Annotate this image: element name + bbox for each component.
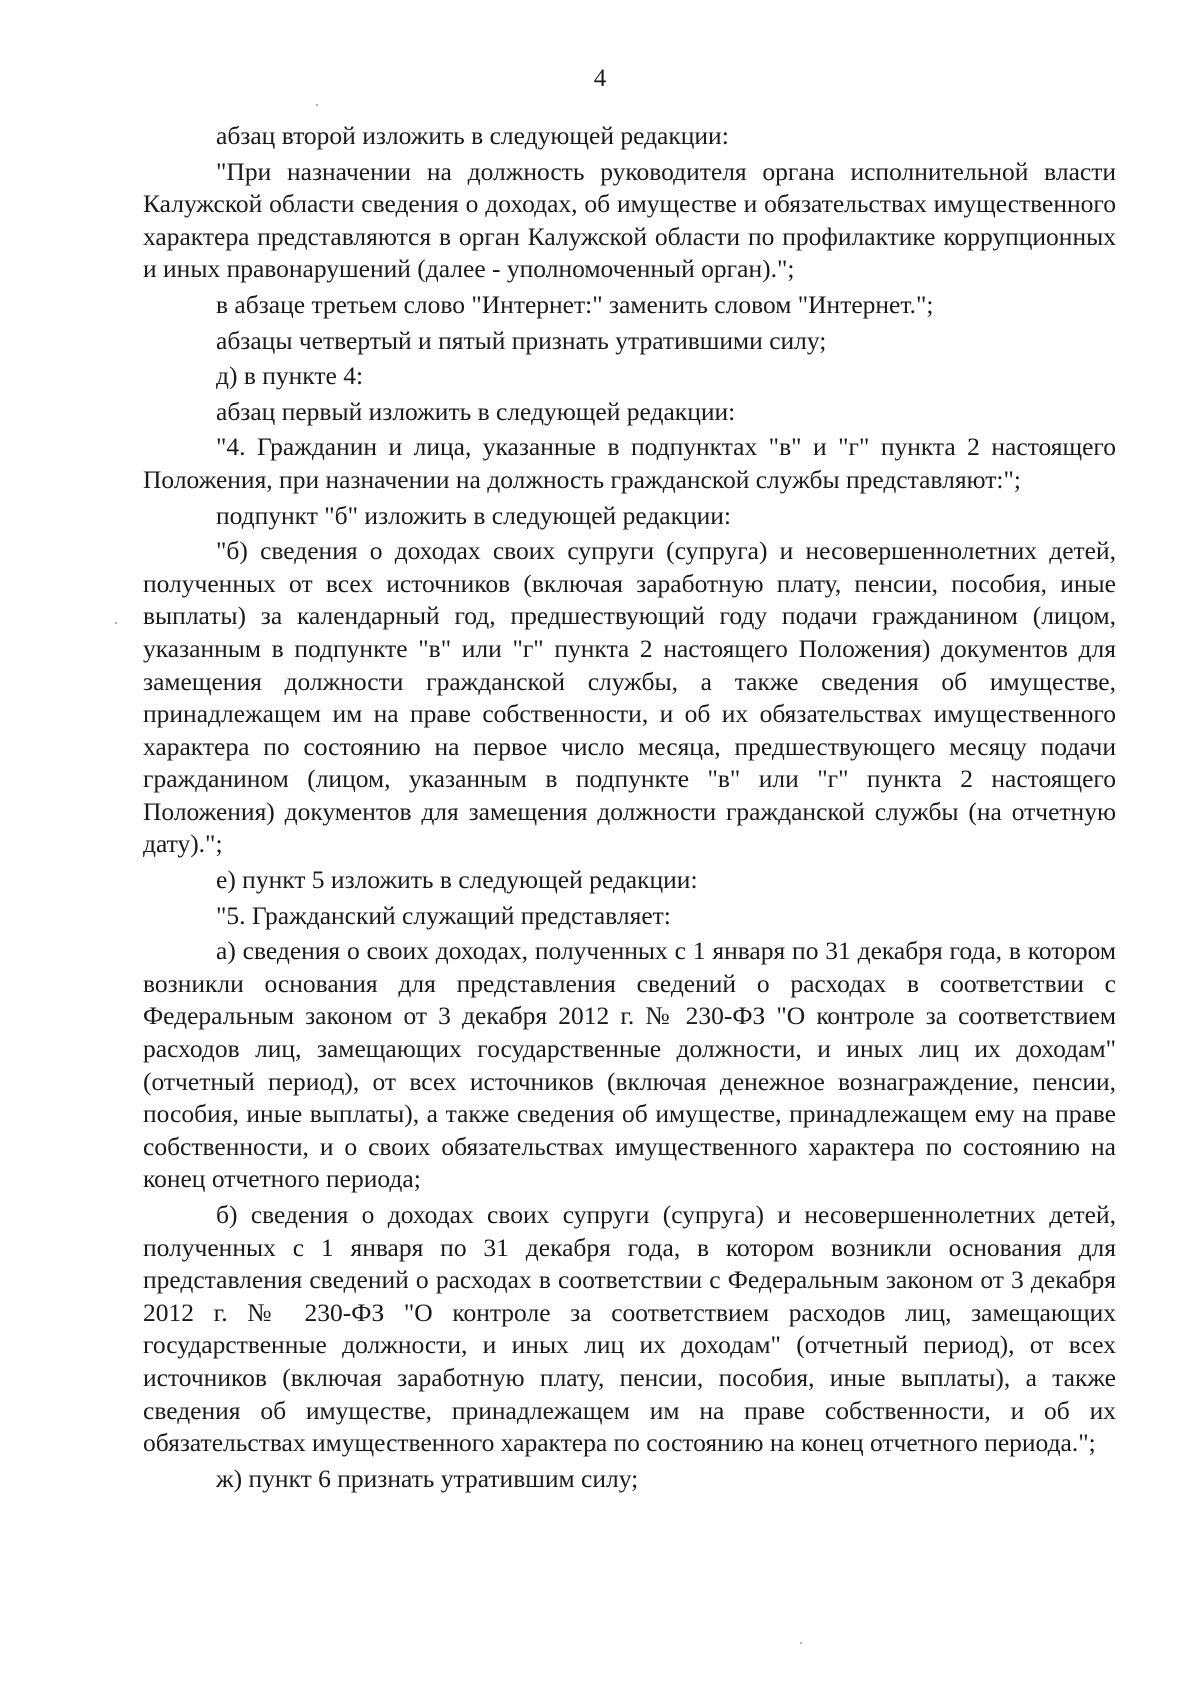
paragraph: а) сведения о своих доходах, полученных с 1 января по 31 декабря года, в котором возникли основания для представления сведений о расходах в соответствии с Федеральным законом от 3 декабря 2012 г. № 230-ФЗ "О контроле за соответствием расходов лиц, замещающих государственные должности, и иных лиц их доходам" (отчетный период), от всех источников (включая денежное вознаграждение, пенсии, пособия, иные выплаты), а также сведения об имуществе, принадлежащем ему на праве собственности, и о своих обязательствах имущественного характера по состоянию на конец отчетного периода; [143,936,1116,1194]
scan-speck [800,1642,802,1644]
paragraph: подпункт "б" изложить в следующей редакции: [216,500,732,530]
document-body [143,120,1116,1495]
paragraph: "5. Гражданский служащий представляет: [216,900,671,930]
scan-speck [115,622,117,624]
paragraph: е) пункт 5 изложить в следующей редакции: [216,865,698,895]
scan-speck [316,104,318,106]
paragraph: "При назначении на должность руководителя органа исполнительной власти Калужской области сведения о доходах, об имуществе и обязательствах имущественного характера представляются в орган Калужской области по профилактике коррупционных и иных правонарушений (далее - уполномоченный орган)."; [143,156,1116,284]
paragraph: ж) пункт 6 признать утратившим силу; [216,1463,639,1493]
page-number: 4 [593,65,607,92]
paragraph: б) сведения о доходах своих супруги (супруга) и несовершеннолетних детей, полученных с 1 января по 31 декабря года, в котором возникли основания для представления сведений о расходах в соответствии с Федеральным законом от 3 декабря 2012 г. № 230-ФЗ "О контроле за соответствием расходов лиц, замещающих государственные должности, и иных лиц их доходам" (отчетный период), от всех источников (включая заработную плату, пенсии, пособия, иные выплаты), а также сведения об имуществе, принадлежащем им на праве собственности, и об их обязательствах имущественного характера по состоянию на конец отчетного периода."; [143,1200,1116,1458]
paragraph: д) в пункте 4: [216,361,364,391]
paragraph: абзац второй изложить в следующей редакции: [216,121,729,150]
paragraph: абзац первый изложить в следующей редакции: [216,396,736,426]
paragraph: "б) сведения о доходах своих супруги (супруга) и несовершеннолетних детей, полученных от всех источников (включая заработную плату, пенсии, пособия, иные выплаты) за календарный год, предшествующий году подачи гражданином (лицом, указанным в подпункте "в" или "г" пункта 2 настоящего Положения) документов для замещения должности гражданской службы, а также сведения об имуществе, принадлежащем им на праве собственности, и об их обязательствах имущественного характера по состоянию на первое число месяца, предшествующего месяцу подачи гражданином (лицом, указанным в подпункте "в" или "г" пункта 2 настоящего Положения) документов для замещения должности гражданской службы (на отчетную дату)."; [143,536,1116,859]
paragraph: в абзаце третьем слово "Интернет:" заменить словом "Интернет."; [216,289,934,319]
paragraph: абзацы четвертый и пятый признать утратившими силу; [216,325,827,355]
paragraph: "4. Гражданин и лица, указанные в подпунктах "в" и "г" пункта 2 настоящего Положения, при назначении на должность гражданской службы представляют:"; [143,432,1116,494]
